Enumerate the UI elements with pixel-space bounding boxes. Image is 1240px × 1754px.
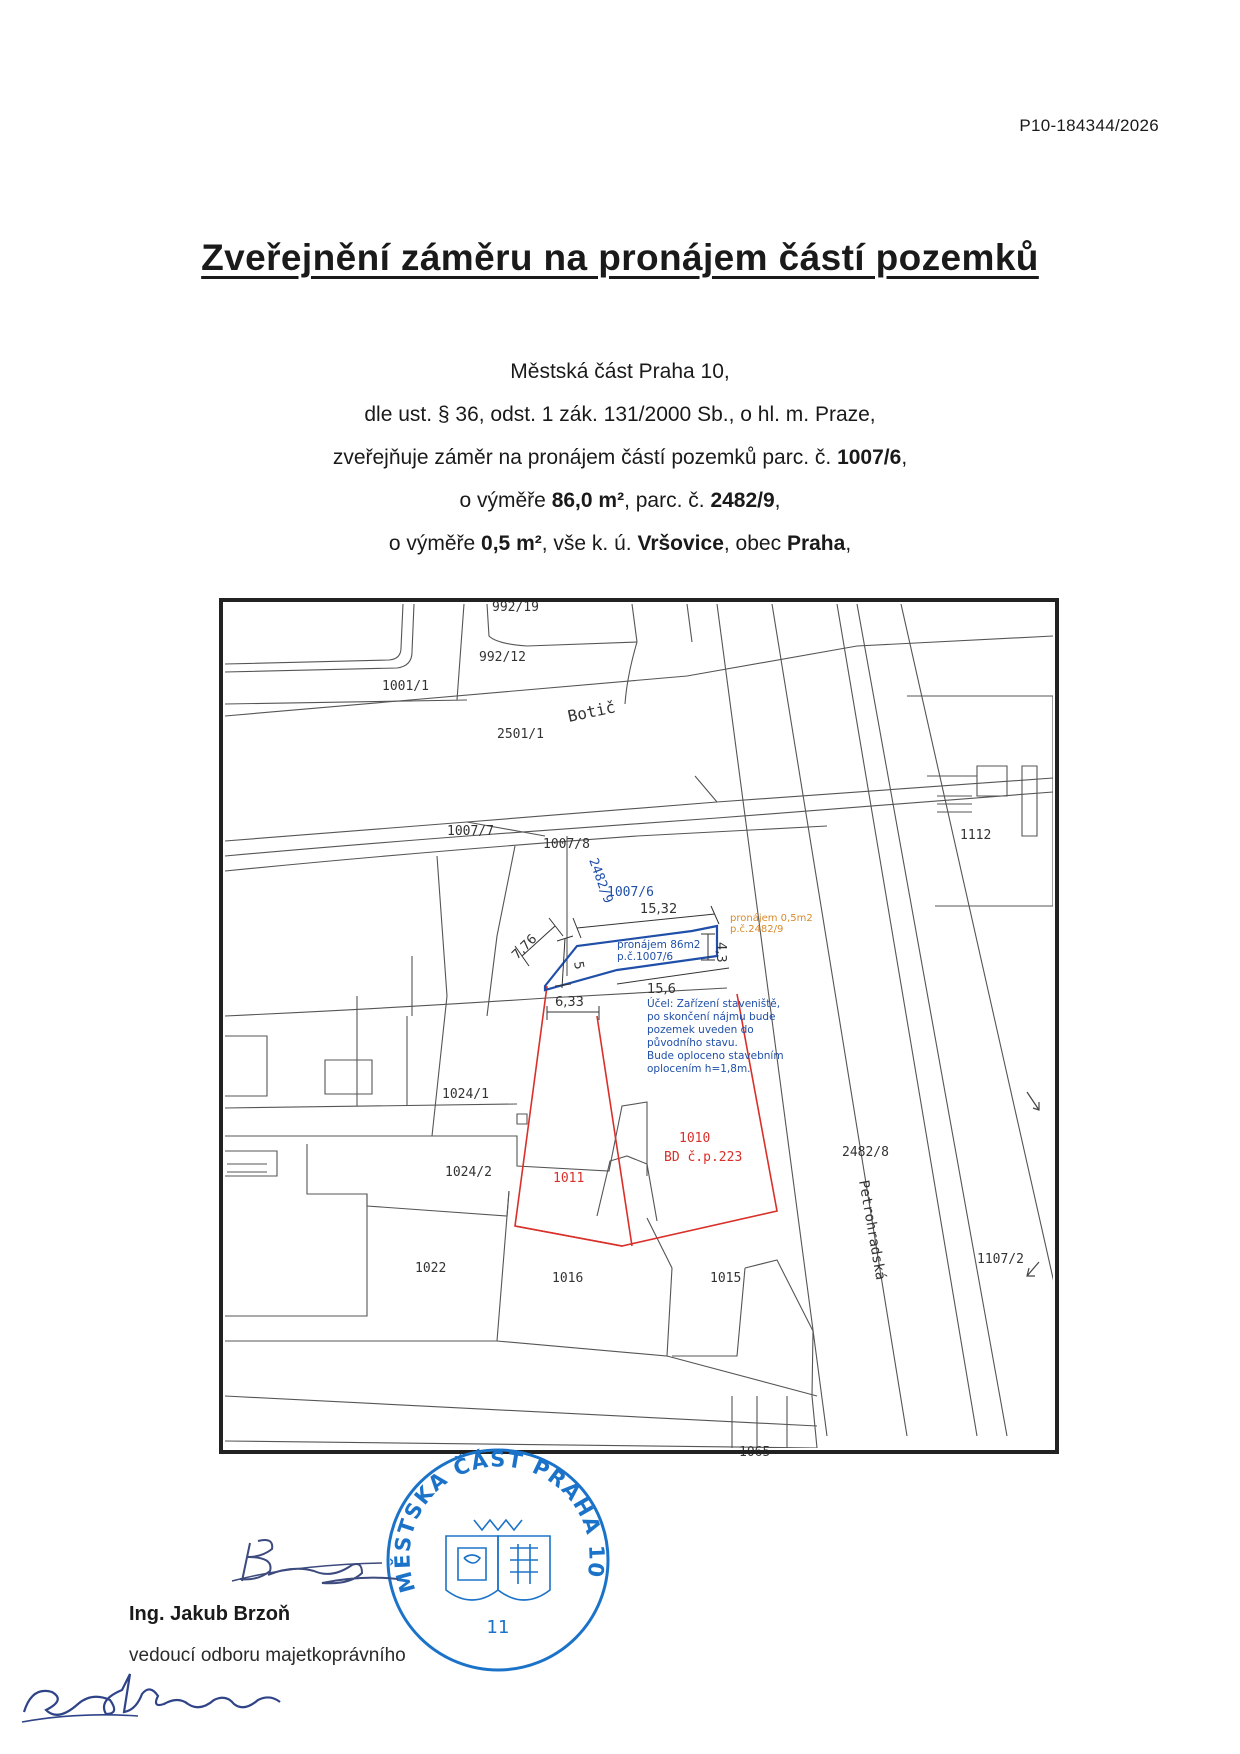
label-1024-1: 1024/1 bbox=[442, 1087, 489, 1102]
intro-line-4-mid: parc. č. bbox=[635, 489, 705, 512]
label-1107-2: 1107/2 bbox=[977, 1252, 1024, 1267]
label-1010: 1010 bbox=[679, 1131, 711, 1146]
dimension-15-32: 15,32 bbox=[640, 902, 678, 917]
intro-line-5-tail: obec bbox=[735, 532, 782, 555]
document-reference-number: P10-184344/2026 bbox=[1019, 116, 1159, 135]
dimension-5: 5 bbox=[570, 960, 587, 971]
handwritten-signature bbox=[222, 1535, 402, 1605]
dimension-7-76: 7,76 bbox=[509, 931, 541, 963]
stamp-text: MĚSTSKÁ ČÁST PRAHA 10 bbox=[390, 1447, 609, 1596]
label-1011: 1011 bbox=[553, 1171, 585, 1186]
lease-small-line-1: pronájem 0,5m2 bbox=[730, 913, 813, 924]
intro-line-1: Městská část Praha 10, bbox=[510, 360, 730, 383]
label-1010-building: BD č.p.223 bbox=[664, 1150, 743, 1165]
intro-line-3-text: zveřejňuje záměr na pronájem částí pozemků parc. č. bbox=[332, 446, 832, 469]
signatory-block bbox=[129, 1603, 406, 1667]
purpose-note-line-3: pozemek uveden do bbox=[647, 1024, 754, 1036]
intro-line-5-mid: vše k. ú. bbox=[553, 532, 632, 555]
dimension-4-3: 4,3 bbox=[713, 942, 728, 963]
lease-large-line-1: pronájem 86m2 bbox=[617, 939, 701, 951]
purpose-note-line-1: Účel: Zařízení staveniště, bbox=[647, 998, 781, 1010]
cadastral-area: Vršovice bbox=[637, 532, 724, 555]
signatory-role: vedoucí odboru majetkoprávního bbox=[129, 1645, 406, 1666]
label-1112: 1112 bbox=[960, 828, 992, 843]
parcel-number-2: 2482/9 bbox=[710, 489, 775, 512]
label-2482-9: 2482/9 bbox=[585, 856, 616, 906]
label-1024-2: 1024/2 bbox=[445, 1165, 492, 1180]
label-992-19: 992/19 bbox=[492, 600, 539, 615]
dimension-15-6: 15,6 bbox=[647, 982, 676, 997]
official-stamp bbox=[378, 1440, 618, 1680]
municipality: Praha bbox=[786, 532, 846, 555]
announcement-text bbox=[0, 350, 1240, 565]
document-title: Zveřejnění záměru na pronájem částí pozemků bbox=[201, 237, 1039, 278]
label-2501-1: 2501/1 bbox=[497, 727, 544, 742]
label-2482-8: 2482/8 bbox=[842, 1145, 889, 1160]
parcel-area-2: 0,5 m² bbox=[481, 532, 542, 555]
intro-line-2: dle ust. § 36, odst. 1 zák. 131/2000 Sb., o hl. m. Praze, bbox=[364, 403, 876, 426]
purpose-note-line-6: oplocením h=1,8m. bbox=[647, 1063, 751, 1075]
label-botic-stream: Botič bbox=[565, 697, 617, 726]
label-992-12: 992/12 bbox=[479, 650, 526, 665]
cadastral-map-drawing bbox=[217, 596, 1061, 1456]
purpose-note-line-4: původního stavu. bbox=[647, 1037, 738, 1049]
intro-line-5-prefix: o výměře bbox=[388, 532, 476, 555]
stamp-coat-of-arms bbox=[446, 1520, 550, 1600]
lease-small-line-2: p.č.2482/9 bbox=[730, 924, 784, 935]
label-1065: 1065 bbox=[739, 1445, 771, 1456]
label-1022: 1022 bbox=[415, 1261, 447, 1276]
handwritten-initials bbox=[18, 1660, 298, 1730]
purpose-note-line-2: po skončení nájmu bude bbox=[647, 1011, 776, 1023]
label-1016: 1016 bbox=[552, 1271, 584, 1286]
label-1015: 1015 bbox=[710, 1271, 742, 1286]
label-1001-1: 1001/1 bbox=[382, 679, 429, 694]
map-background bbox=[217, 596, 1061, 1456]
label-petrohradska-street: Petrohradská bbox=[855, 1178, 889, 1282]
intro-line-4-prefix: o výměře bbox=[459, 489, 546, 512]
parcel-area-1: 86,0 m² bbox=[551, 489, 625, 512]
svg-text:MĚSTSKÁ ČÁST PRAHA 10 bbox=[389, 1447, 608, 1595]
signatory-name: Ing. Jakub Brzoň bbox=[129, 1603, 291, 1625]
lease-large-line-2: p.č.1007/6 bbox=[617, 951, 674, 963]
parcel-number-1: 1007/6 bbox=[837, 446, 902, 469]
intro-line-3: zveřejňuje záměr na pronájem částí pozemků parc. č. 1007/6, bbox=[332, 446, 908, 469]
label-1007-7: 1007/7 bbox=[447, 824, 494, 839]
label-1007-6: 1007/6 bbox=[607, 885, 654, 900]
purpose-note-line-5: Bude oploceno stavebním bbox=[647, 1050, 784, 1062]
stamp-number: 11 bbox=[486, 1617, 510, 1638]
intro-line-5: o výměře 0,5 m², vše k. ú. Vršovice, obec Praha, bbox=[388, 532, 852, 555]
stamp-seal bbox=[378, 1440, 618, 1680]
label-1007-8: 1007/8 bbox=[543, 837, 590, 852]
cadastral-map bbox=[217, 596, 1061, 1456]
intro-line-4: o výměře 86,0 m², parc. č. 2482/9, bbox=[459, 489, 781, 512]
dimension-6-33: 6,33 bbox=[555, 995, 584, 1010]
